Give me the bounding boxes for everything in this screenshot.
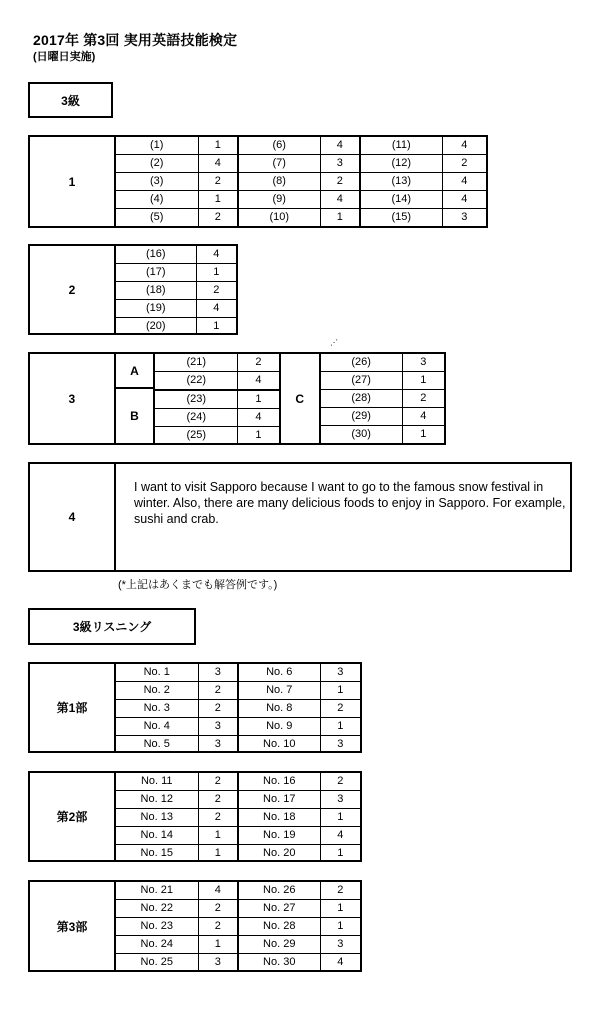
q3-right-row [321, 426, 444, 444]
question-number: No. 5 [116, 736, 198, 754]
page-subtitle: (日曜日実施) [33, 51, 96, 63]
q3-b-label: B [130, 409, 139, 423]
part3-label: 第3部 [30, 882, 116, 970]
question-number: (25) [155, 427, 237, 445]
question-number: (10) [238, 209, 320, 227]
answer-value: 3 [442, 209, 486, 227]
answer-value: 4 [196, 300, 236, 318]
question-number: No. 13 [116, 809, 198, 827]
part1-row [116, 664, 360, 682]
question-number: No. 8 [238, 700, 320, 718]
answer-value: 2 [198, 173, 238, 191]
answer-value: 2 [320, 173, 360, 191]
question-number: No. 3 [116, 700, 198, 718]
part1-label: 第1部 [30, 664, 116, 751]
answer-value: 2 [198, 918, 238, 936]
q3-right-row [321, 354, 444, 372]
question-number: No. 14 [116, 827, 198, 845]
q3-ab-labels [116, 354, 156, 443]
question-number: (16) [116, 246, 196, 264]
question-number: No. 6 [238, 664, 320, 682]
answer-value: 3 [198, 718, 238, 736]
q1-row [116, 173, 486, 191]
part3-table [116, 882, 360, 971]
part2-row [116, 809, 360, 827]
q1-label: 1 [30, 137, 116, 226]
answer-value: 3 [320, 736, 360, 754]
q4-section [28, 462, 572, 572]
question-number: (21) [155, 354, 237, 372]
question-number: (6) [238, 137, 320, 155]
answer-value: 1 [196, 264, 236, 282]
q3-left-table [155, 354, 280, 444]
question-number: (1) [116, 137, 198, 155]
answer-value: 4 [238, 409, 280, 427]
listening-label-box [28, 608, 196, 645]
answer-value: 1 [320, 718, 360, 736]
part3-row [116, 918, 360, 936]
answer-value: 1 [320, 682, 360, 700]
question-number: No. 10 [238, 736, 320, 754]
part3-row [116, 936, 360, 954]
question-number: No. 17 [238, 791, 320, 809]
answer-value: 4 [198, 155, 238, 173]
question-number: (22) [155, 372, 237, 391]
q3-a-label: A [116, 354, 154, 389]
answer-value: 4 [320, 191, 360, 209]
question-number: No. 18 [238, 809, 320, 827]
answer-value: 2 [402, 390, 444, 408]
answer-value: 4 [198, 882, 238, 900]
answer-value: 3 [198, 954, 238, 972]
q3-left-row [155, 354, 279, 372]
q3-right-table [321, 354, 444, 443]
part2-row [116, 827, 360, 845]
question-number: No. 7 [238, 682, 320, 700]
answer-value: 4 [442, 173, 486, 191]
part3-row [116, 900, 360, 918]
question-number: (11) [360, 137, 442, 155]
question-number: (28) [321, 390, 403, 408]
question-number: (4) [116, 191, 198, 209]
q3-left-row [155, 409, 279, 427]
answer-value: 1 [196, 318, 236, 336]
question-number: (23) [155, 390, 237, 409]
answer-value: 2 [198, 773, 238, 791]
question-number: No. 22 [116, 900, 198, 918]
q1-row [116, 137, 486, 155]
question-number: No. 19 [238, 827, 320, 845]
question-number: No. 20 [238, 845, 320, 863]
answer-value: 1 [238, 390, 280, 409]
q3-left-row [155, 390, 279, 409]
grade-label-box [28, 82, 113, 118]
q2-row [116, 282, 236, 300]
answer-value: 1 [402, 426, 444, 444]
answer-value: 1 [238, 427, 280, 445]
question-number: (8) [238, 173, 320, 191]
question-number: (26) [321, 354, 403, 372]
q2-row [116, 246, 236, 264]
answer-value: 1 [198, 827, 238, 845]
question-number: No. 30 [238, 954, 320, 972]
answer-value: 1 [320, 918, 360, 936]
answer-value: 2 [198, 900, 238, 918]
answer-value: 2 [320, 773, 360, 791]
answer-value: 1 [198, 191, 238, 209]
question-number: No. 29 [238, 936, 320, 954]
part1-table [116, 664, 360, 753]
answer-value: 3 [198, 664, 238, 682]
stray-mark: ⋰ [330, 338, 338, 347]
answer-value: 1 [198, 936, 238, 954]
part2-label: 第2部 [30, 773, 116, 860]
answer-value: 4 [320, 137, 360, 155]
question-number: (29) [321, 408, 403, 426]
answer-value: 2 [320, 700, 360, 718]
answer-value: 2 [198, 209, 238, 227]
question-number: No. 4 [116, 718, 198, 736]
part1-row [116, 700, 360, 718]
q1-section [28, 135, 488, 228]
question-number: No. 26 [238, 882, 320, 900]
question-number: No. 1 [116, 664, 198, 682]
question-number: (27) [321, 372, 403, 390]
question-number: (15) [360, 209, 442, 227]
part2-row [116, 773, 360, 791]
q2-label: 2 [30, 246, 116, 333]
listening-part3-section [28, 880, 362, 972]
answer-value: 2 [442, 155, 486, 173]
answer-value: 3 [320, 664, 360, 682]
question-number: (24) [155, 409, 237, 427]
part1-row [116, 682, 360, 700]
listening-label: 3級リスニング [72, 620, 152, 634]
sample-answer-note: (*上記はあくまでも解答例です。) [118, 579, 278, 591]
question-number: No. 12 [116, 791, 198, 809]
q3-right-row [321, 372, 444, 390]
q2-table [116, 246, 236, 335]
part1-row [116, 736, 360, 754]
answer-value: 1 [198, 845, 238, 863]
q4-essay-text: I want to visit Sapporo because I want to go to the famous snow festival in winter. Also, there are many delicious foods to enjoy in Sapporo. For example, sushi and crab. [134, 480, 566, 526]
answer-value: 3 [320, 936, 360, 954]
question-number: No. 16 [238, 773, 320, 791]
question-number: (9) [238, 191, 320, 209]
answer-value: 2 [198, 682, 238, 700]
answer-value: 3 [320, 791, 360, 809]
answer-value: 1 [198, 137, 238, 155]
answer-value: 4 [402, 408, 444, 426]
question-number: No. 28 [238, 918, 320, 936]
answer-value: 4 [442, 137, 486, 155]
part1-row [116, 718, 360, 736]
question-number: (18) [116, 282, 196, 300]
answer-value: 2 [238, 354, 280, 372]
answer-value: 1 [320, 809, 360, 827]
question-number: (14) [360, 191, 442, 209]
question-number: (5) [116, 209, 198, 227]
question-number: No. 25 [116, 954, 198, 972]
answer-value: 1 [320, 209, 360, 227]
question-number: (12) [360, 155, 442, 173]
part3-row [116, 882, 360, 900]
page-title: 2017年 第3回 実用英語技能検定 [33, 32, 238, 48]
answer-value: 4 [320, 954, 360, 972]
answer-value: 3 [402, 354, 444, 372]
answer-value: 1 [320, 900, 360, 918]
q2-row [116, 300, 236, 318]
answer-value: 4 [442, 191, 486, 209]
q3-left-row [155, 427, 279, 445]
q3-right-row [321, 390, 444, 408]
q3-section [28, 352, 446, 445]
answer-value: 2 [198, 791, 238, 809]
answer-value: 2 [320, 882, 360, 900]
answer-value: 3 [198, 736, 238, 754]
part2-row [116, 845, 360, 863]
answer-value: 4 [196, 246, 236, 264]
question-number: (19) [116, 300, 196, 318]
question-number: No. 2 [116, 682, 198, 700]
question-number: (13) [360, 173, 442, 191]
q4-label: 4 [30, 464, 116, 570]
answer-value: 2 [196, 282, 236, 300]
question-number: (20) [116, 318, 196, 336]
question-number: (2) [116, 155, 198, 173]
answer-value: 4 [238, 372, 280, 391]
q3-right-row [321, 408, 444, 426]
part3-row [116, 954, 360, 972]
question-number: No. 23 [116, 918, 198, 936]
answer-value: 2 [198, 809, 238, 827]
q1-row [116, 155, 486, 173]
q2-section [28, 244, 238, 335]
question-number: No. 11 [116, 773, 198, 791]
answer-value: 2 [198, 700, 238, 718]
question-number: No. 24 [116, 936, 198, 954]
question-number: (3) [116, 173, 198, 191]
question-number: No. 21 [116, 882, 198, 900]
question-number: No. 27 [238, 900, 320, 918]
q3-left-row [155, 372, 279, 391]
question-number: (17) [116, 264, 196, 282]
question-number: No. 15 [116, 845, 198, 863]
answer-value: 1 [402, 372, 444, 390]
listening-part1-section [28, 662, 362, 753]
q1-row [116, 209, 486, 227]
part2-row [116, 791, 360, 809]
q2-row [116, 264, 236, 282]
q2-row [116, 318, 236, 336]
part2-table [116, 773, 360, 862]
q1-table [116, 137, 486, 226]
question-number: No. 9 [238, 718, 320, 736]
answer-value: 3 [320, 155, 360, 173]
answer-value: 4 [320, 827, 360, 845]
q3-label: 3 [30, 354, 116, 443]
grade-label: 3級 [61, 93, 80, 108]
q1-row [116, 191, 486, 209]
q3-c-label: C [281, 354, 321, 443]
listening-part2-section [28, 771, 362, 862]
question-number: (7) [238, 155, 320, 173]
question-number: (30) [321, 426, 403, 444]
answer-value: 1 [320, 845, 360, 863]
